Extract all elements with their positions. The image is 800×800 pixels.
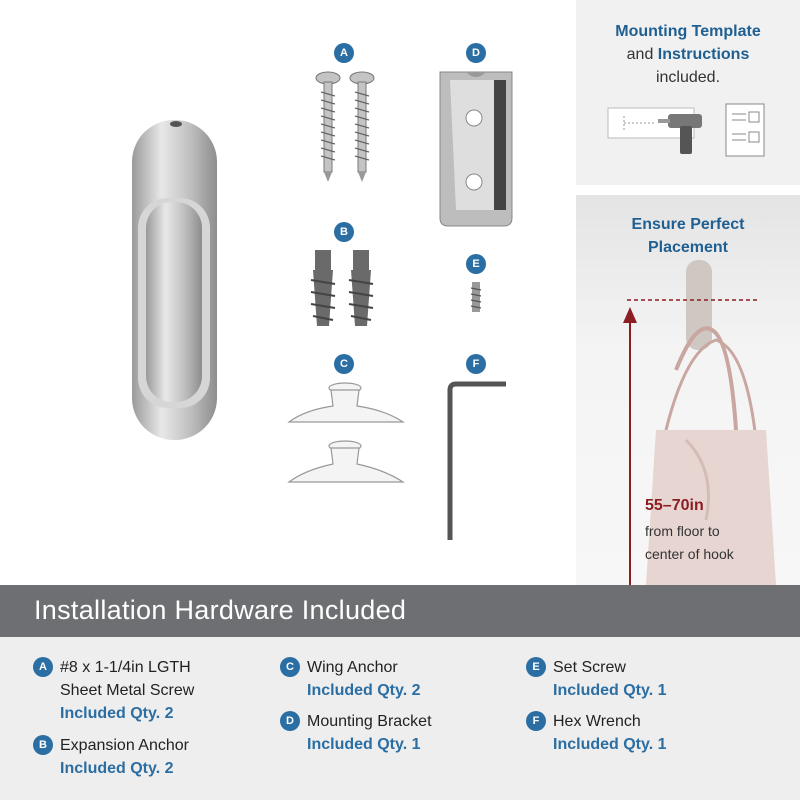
- badge-c: C: [280, 657, 300, 677]
- robe-hook-illustration: [120, 110, 230, 450]
- item-c-line1: Wing Anchor: [307, 659, 398, 676]
- hardware-item-e: [532, 656, 667, 702]
- badge-d: D: [280, 711, 300, 731]
- placement-title-2: Placement: [647, 239, 729, 256]
- template-and: and: [626, 46, 658, 63]
- hex-wrench-illustration: [440, 380, 510, 545]
- item-b-qty: Included Qty. 2: [60, 760, 174, 777]
- template-instructions: Instructions: [657, 46, 750, 63]
- marker-f: F: [466, 354, 486, 374]
- set-screw-illustration: [466, 282, 486, 316]
- footer-title: Installation Hardware Included: [34, 595, 407, 625]
- height-note-1: from floor to: [645, 523, 720, 539]
- template-panel: [576, 0, 800, 185]
- item-a-line1: #8 x 1-1/4in LGTH: [60, 659, 191, 676]
- item-f-qty: Included Qty. 1: [553, 736, 667, 753]
- badge-b: B: [33, 735, 53, 755]
- item-b-line1: Expansion Anchor: [60, 737, 189, 754]
- marker-a: A: [334, 43, 354, 63]
- item-d-qty: Included Qty. 1: [307, 736, 421, 753]
- hardware-item-f: [532, 710, 667, 756]
- badge-f: F: [526, 711, 546, 731]
- template-drill-icon: [606, 100, 766, 160]
- item-e-line1: Set Screw: [553, 659, 626, 676]
- template-included: included.: [655, 69, 721, 86]
- template-title: Mounting Template: [615, 23, 761, 40]
- wing-anchors-illustration: [285, 380, 410, 492]
- screws-illustration: [310, 70, 380, 185]
- item-a-qty: Included Qty. 2: [60, 705, 174, 722]
- item-d-line1: Mounting Bracket: [307, 713, 432, 730]
- item-f-line1: Hex Wrench: [553, 713, 641, 730]
- hardware-item-a: [39, 656, 195, 725]
- marker-e: E: [466, 254, 486, 274]
- height-measure: 55–70in: [645, 497, 704, 514]
- marker-c: C: [334, 354, 354, 374]
- expansion-anchors-illustration: [305, 250, 381, 330]
- hardware-item-c: [286, 656, 421, 702]
- height-arrow: [620, 305, 640, 585]
- marker-b: B: [334, 222, 354, 242]
- item-a-line2: Sheet Metal Screw: [60, 682, 195, 699]
- height-note-2: center of hook: [645, 546, 734, 562]
- item-e-qty: Included Qty. 1: [553, 682, 667, 699]
- hardware-item-d: [286, 710, 432, 756]
- hardware-item-b: [39, 734, 189, 780]
- mounting-bracket-illustration: [436, 70, 516, 230]
- item-c-qty: Included Qty. 2: [307, 682, 421, 699]
- placement-title-1: Ensure Perfect: [631, 216, 745, 233]
- badge-e: E: [526, 657, 546, 677]
- badge-a: A: [33, 657, 53, 677]
- marker-d: D: [466, 43, 486, 63]
